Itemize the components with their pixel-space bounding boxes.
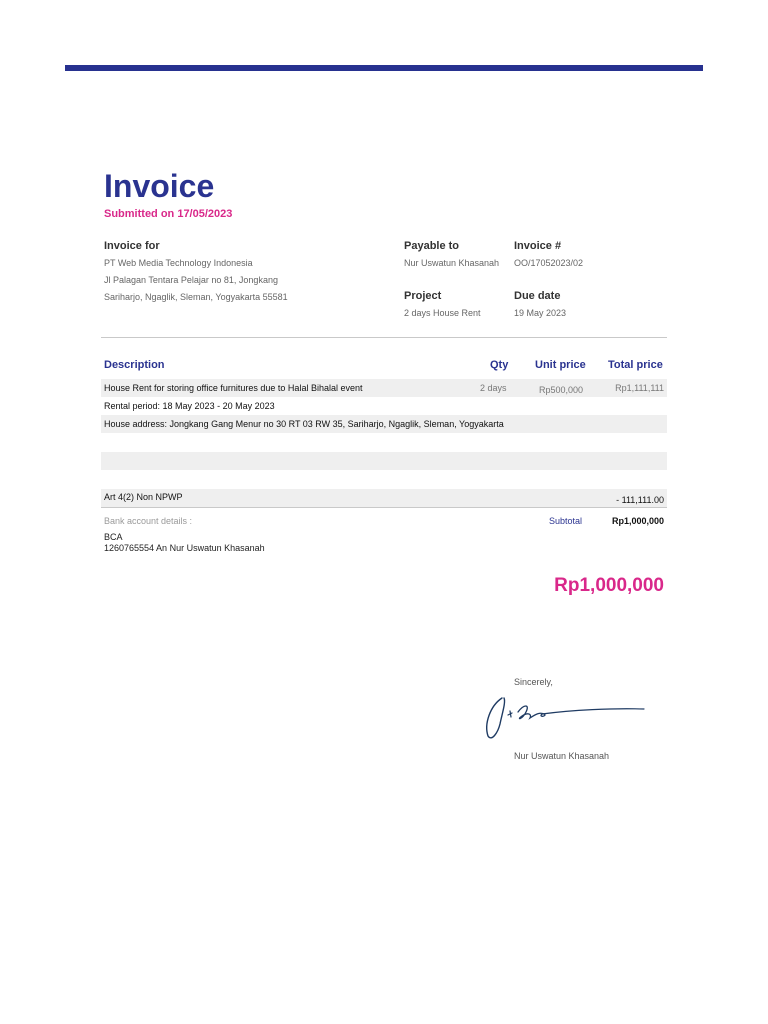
item-total-price: Rp1,111,111 [615,383,664,393]
table-row [101,415,667,433]
tax-label: Art 4(2) Non NPWP [104,492,183,502]
client-address-line2: Sariharjo, Ngaglik, Sleman, Yogyakarta 55581 [104,292,288,302]
table-row [101,379,667,397]
invoice-title: Invoice [104,168,215,204]
house-address-note: House address: Jongkang Gang Menur no 30 RT 03 RW 35, Sariharjo, Ngaglik, Sleman, Yogyakarta [104,419,504,429]
signature-image [482,690,652,745]
invoice-number-label: Invoice # [514,240,562,252]
bank-account: 1260765554 An Nur Uswatun Khasanah [104,543,265,553]
bank-details-title: Bank account details : [104,516,193,526]
totals-divider [101,507,667,508]
col-header-qty: Qty [490,359,509,371]
signer-name: Nur Uswatun Khasanah [514,751,610,761]
subtotal-label: Subtotal [549,516,583,526]
rental-period-note: Rental period: 18 May 2023 - 20 May 2023 [104,401,275,411]
client-name: PT Web Media Technology Indonesia [104,258,253,268]
invoice-for-label: Invoice for [104,240,160,252]
invoice-number-value: OO/17052023/02 [514,258,584,268]
client-address-line1: Jl Palagan Tentara Pelajar no 81, Jongkang [104,275,278,285]
due-date-label: Due date [514,290,561,302]
project-value: 2 days House Rent [404,308,481,318]
col-header-description: Description [104,359,165,371]
project-label: Project [404,290,442,302]
grand-total: Rp1,000,000 [554,575,664,596]
col-header-total-price: Total price [608,359,663,371]
payable-to-value: Nur Uswatun Khasanah [404,258,500,268]
subtotal-value: Rp1,000,000 [611,516,664,526]
item-unit-price: Rp500,000 [539,385,584,395]
col-header-unit-price: Unit price [535,359,586,371]
section-divider [101,337,667,338]
tax-row [101,489,667,507]
item-description: House Rent for storing office furnitures due to Halal Bihalal event [104,383,363,393]
tax-value: - 111,111.00 [616,495,664,505]
closing-sincerely: Sincerely, [514,677,553,687]
table-row [101,397,667,415]
submitted-date: Submitted on 17/05/2023 [104,208,233,220]
header-accent-bar [65,65,703,71]
item-qty: 2 days [480,383,507,393]
empty-table-row [101,452,667,470]
due-date-value: 19 May 2023 [514,308,567,318]
bank-name: BCA [104,532,123,542]
payable-to-label: Payable to [404,240,460,252]
